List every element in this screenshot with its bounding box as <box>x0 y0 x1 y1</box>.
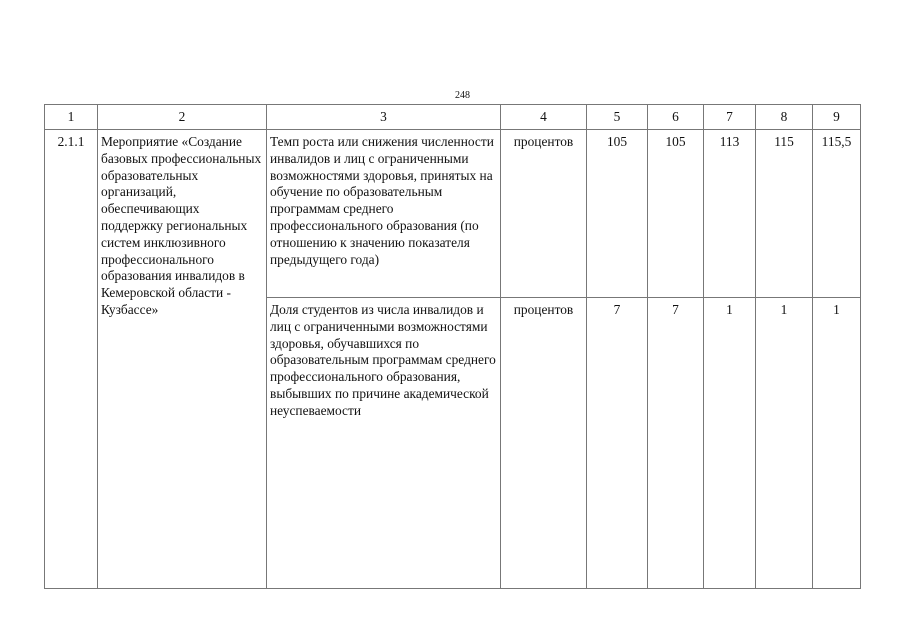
event-name: Мероприятие «Создание базовых профессиональных образовательных организаций, обеспечивающих поддержку региональных систем инклюзивного профессионального образования инвалидов в Кемеровской области - Кузбассе» <box>98 130 267 589</box>
value-cell: 1 <box>756 298 813 589</box>
value-cell: 7 <box>587 298 648 589</box>
value-cell: 115 <box>756 130 813 298</box>
column-header: 5 <box>587 105 648 130</box>
value-cell: 1 <box>704 298 756 589</box>
value-cell: 105 <box>587 130 648 298</box>
column-header: 2 <box>98 105 267 130</box>
unit: процентов <box>501 130 587 298</box>
value-cell: 105 <box>648 130 704 298</box>
page-number: 248 <box>455 90 470 101</box>
column-header: 8 <box>756 105 813 130</box>
unit: процентов <box>501 298 587 589</box>
value-cell: 113 <box>704 130 756 298</box>
column-header: 9 <box>813 105 861 130</box>
indicators-table <box>44 104 861 589</box>
value-cell: 115,5 <box>813 130 861 298</box>
column-header: 4 <box>501 105 587 130</box>
column-header: 3 <box>267 105 501 130</box>
indicator-name: Темп роста или снижения численности инвалидов и лиц с ограниченными возможностями здоровья, принятых на обучение по образовательным программам среднего профессионального образования (по отношению к значению показателя предыдущего года) <box>267 130 501 298</box>
column-header: 7 <box>704 105 756 130</box>
value-cell: 1 <box>813 298 861 589</box>
table-row <box>45 130 861 298</box>
indicator-name: Доля студентов из числа инвалидов и лиц с ограниченными возможностями здоровья, обучавшихся по образовательным программам среднего профессионального образования, выбывших по причине академической неуспеваемости <box>267 298 501 589</box>
table-header-row <box>45 105 861 130</box>
item-code: 2.1.1 <box>45 130 98 589</box>
value-cell: 7 <box>648 298 704 589</box>
column-header: 1 <box>45 105 98 130</box>
column-header: 6 <box>648 105 704 130</box>
